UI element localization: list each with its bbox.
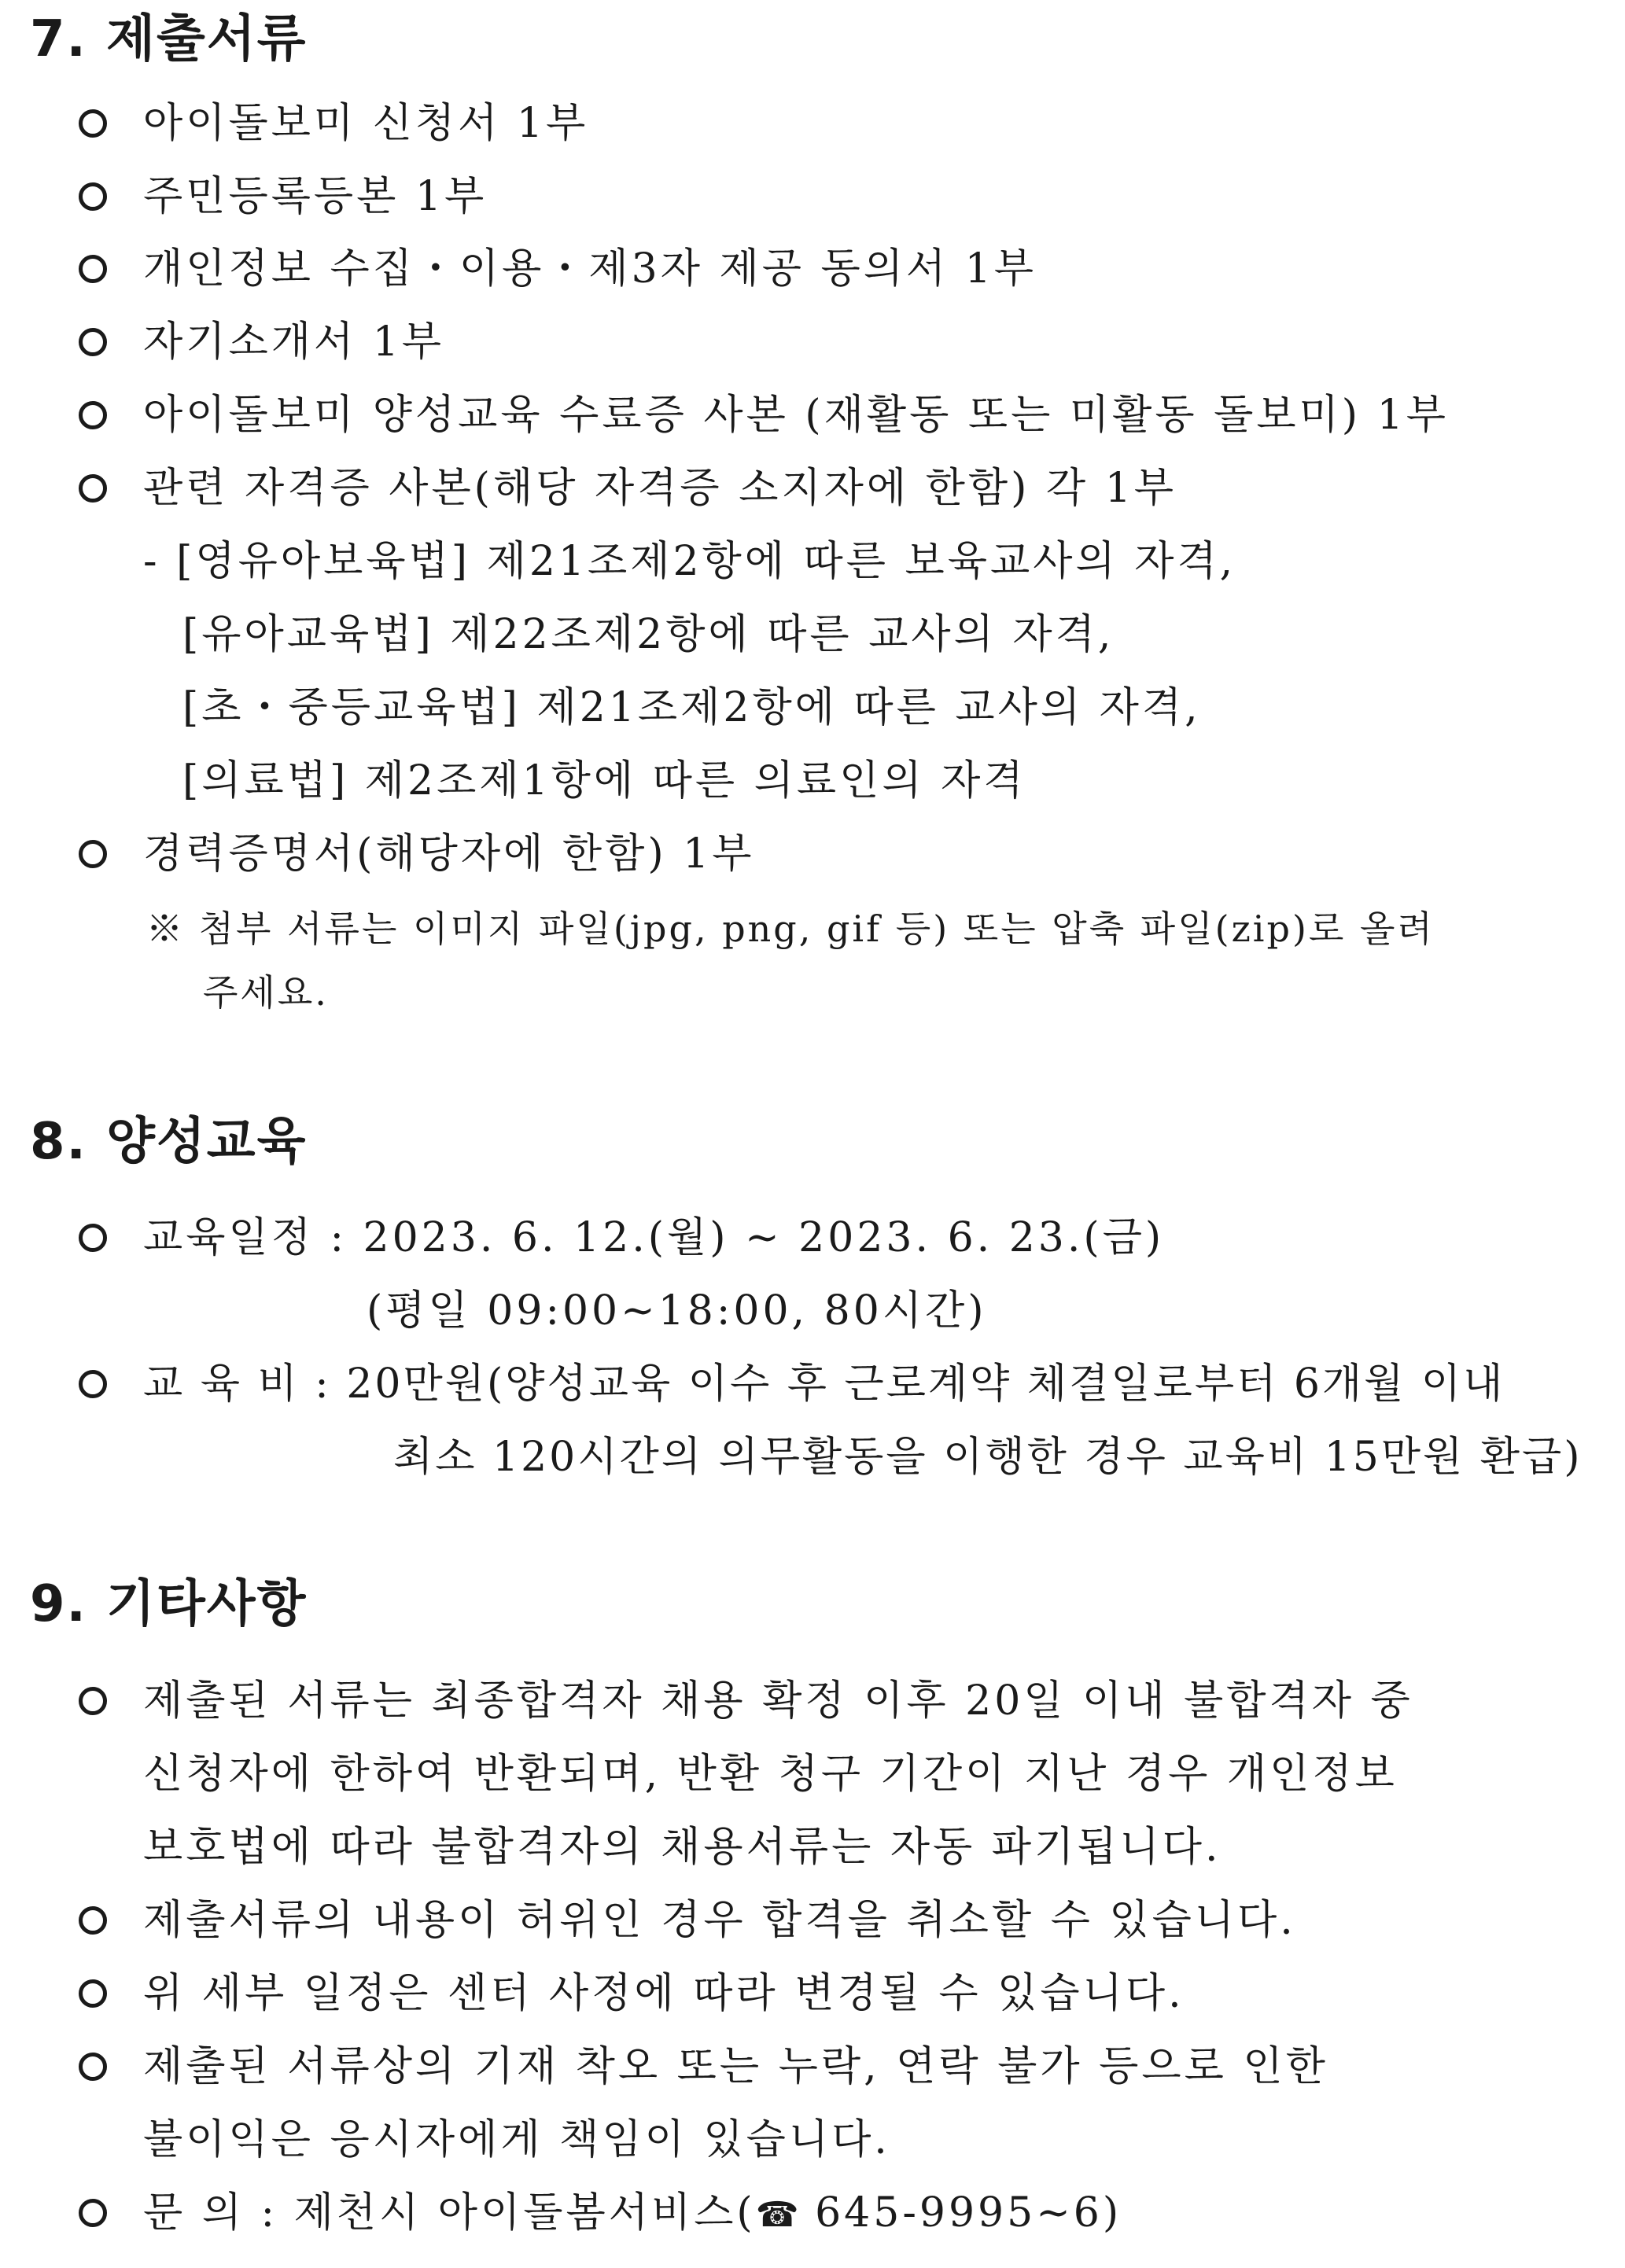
sub-list-line: [유아교육법] 제22조제2항에 따른 교사의 자격, [182,611,1115,658]
list-item-continued: 신청자에 한하여 반환되며, 반환 청구 기간이 지난 경우 개인정보 [143,1751,1398,1798]
list-item: 위 세부 일정은 센터 사정에 따라 변경될 수 있습니다. [143,1970,1185,2017]
sub-list-line: [초・중등교육법] 제21조제2항에 따른 교사의 자격, [182,684,1201,731]
list-item: 자기소개서 1부 [143,318,445,366]
attachment-note-continued: 주세요. [203,971,329,1014]
list-item: 아이돌보미 신청서 1부 [143,100,589,147]
circle-bullet [79,182,107,211]
circle-bullet [79,328,107,356]
circle-bullet [79,109,107,138]
list-item: 제출된 서류상의 기재 착오 또는 누락, 연락 불가 등으로 인한 [143,2043,1328,2090]
circle-bullet [79,2053,107,2081]
list-item: 제출서류의 내용이 허위인 경우 합격을 취소할 수 있습니다. [143,1897,1296,1944]
section-7-heading: 7. 제출서류 [30,10,308,68]
list-item: 아이돌보미 양성교육 수료증 사본 (재활동 또는 미활동 돌보미) 1부 [143,392,1449,439]
circle-bullet [79,1979,107,2008]
list-item: 관련 자격증 사본(해당 자격증 소지자에 한함) 각 1부 [143,465,1177,512]
sub-list-line: - [영유아보육법] 제21조제2항에 따른 보육교사의 자격, [143,538,1236,585]
sub-list-line: [의료법] 제2조제1항에 따른 의료인의 자격 [182,757,1026,804]
list-item: 주민등록등본 1부 [143,173,488,220]
circle-bullet [79,401,107,429]
contact-label: 문 의 : 제천시 아이돌봄서비스( [143,2189,756,2237]
attachment-note: ※ 첨부 서류는 이미지 파일(jpg, png, gif 등) 또는 압축 파일(zip)로 올려 [146,908,1435,950]
fee-line: 교 육 비 : 20만원(양성교육 이수 후 근로계약 체결일로부터 6개월 이내 [143,1360,1505,1408]
circle-bullet [79,474,107,503]
schedule-hours: (평일 09:00~18:00, 80시간) [367,1287,987,1335]
schedule-line: 교육일정 : 2023. 6. 12.(월) ~ 2023. 6. 23.(금) [143,1214,1165,1261]
circle-bullet [79,2199,107,2227]
list-item: 경력증명서(해당자에 한함) 1부 [143,830,755,878]
list-item-continued: 보호법에 따라 불합격자의 채용서류는 자동 파기됩니다. [143,1824,1222,1871]
circle-bullet [79,1224,107,1252]
list-item: 개인정보 수집・이용・제3자 제공 동의서 1부 [143,245,1037,293]
circle-bullet [79,840,107,868]
fee-refund-line: 최소 120시간의 의무활동을 이행한 경우 교육비 15만원 환급) [393,1434,1583,1481]
section-9-heading: 9. 기타사항 [30,1575,308,1633]
contact-line [143,2185,1122,2244]
contact-phone: 645-9995~6) [815,2189,1122,2237]
circle-bullet [79,1370,107,1398]
circle-bullet [79,1906,107,1935]
list-item-continued: 불이익은 응시자에게 책임이 있습니다. [143,2116,890,2163]
circle-bullet [79,255,107,283]
list-item: 제출된 서류는 최종합격자 채용 확정 이후 20일 이내 불합격자 중 [143,1677,1413,1725]
circle-bullet [79,1687,107,1715]
telephone-icon: ☎ [755,2195,799,2235]
section-8-heading: 8. 양성교육 [30,1113,308,1171]
